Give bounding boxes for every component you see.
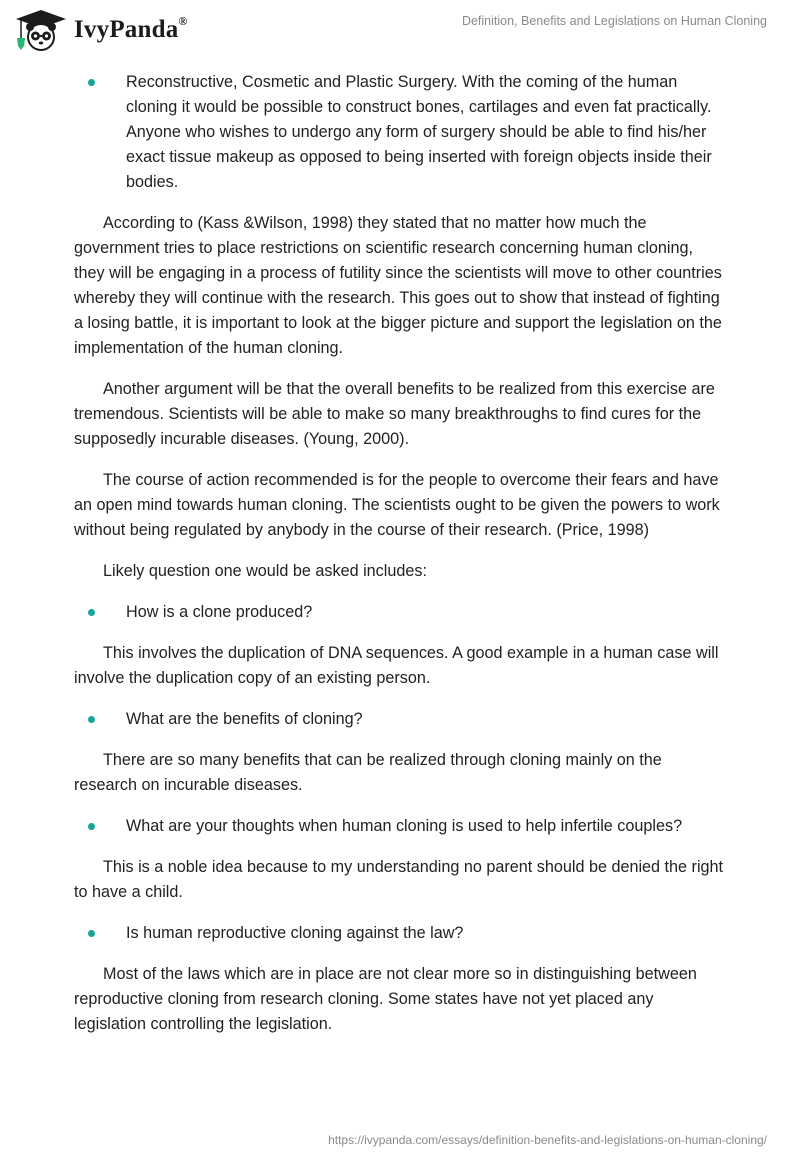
paragraph: The course of action recommended is for the people to overcome their fears and have an open mind towards human cloning. The scientists ought to be given the powers to work without being regulated by anybody in the course of their research. (Price, 1998): [74, 471, 720, 539]
panda-graduate-icon: [12, 8, 70, 52]
paragraph: According to (Kass &Wilson, 1998) they stated that no matter how much the government tries to place restrictions on scientific research concerning human cloning, they will be engaging in a process of futility since the scientists will move to other countries whereby they will continue with the research. This goes out to show that instead of fighting a losing battle, it is important to look at the bigger picture and support the legislation on the implementation of the human cloning.: [74, 214, 722, 357]
bullet-dot-icon: [88, 716, 95, 723]
page-header: [0, 0, 800, 64]
bullet-dot-icon: [88, 823, 95, 830]
document-title: Definition, Benefits and Legislations on Human Cloning: [461, 14, 767, 28]
bullet-text: Reconstructive, Cosmetic and Plastic Surgery. With the coming of the human cloning it would be possible to construct bones, cartilages and even fat practically. Anyone who wishes to undergo any form of surgery should be able to find his/her exact tissue makeup as opposed to being inserted with foreign objects inside their bodies.: [126, 73, 712, 191]
bullet-dot-icon: [88, 609, 95, 616]
question-text: How is a clone produced?: [126, 603, 313, 621]
question-text: What are the benefits of cloning?: [126, 710, 363, 728]
paragraph: Likely question one would be asked includes:: [103, 562, 427, 580]
source-url-link[interactable]: https://ivypanda.com/essays/definition-benefits-and-legislations-on-human-cloning/: [328, 1133, 767, 1147]
bullet-dot-icon: [88, 930, 95, 937]
question-bullet: [74, 600, 726, 625]
question-bullet: [74, 707, 726, 732]
question-bullet: [74, 921, 726, 946]
answer-paragraph: This is a noble idea because to my understanding no parent should be denied the right to have a child.: [74, 858, 724, 901]
question-text: Is human reproductive cloning against the law?: [126, 924, 464, 942]
paragraph: Another argument will be that the overall benefits to be realized from this exercise are tremendous. Scientists will be able to make so many breakthroughs to find cures for the supposedly incurable diseases. (Young, 2000).: [74, 380, 715, 448]
answer-paragraph: Most of the laws which are in place are not clear more so in distinguishing between reproductive cloning from research cloning. Some states have not yet placed any legislation controlling the legislation.: [74, 965, 697, 1033]
answer-paragraph: This involves the duplication of DNA sequences. A good example in a human case will involve the duplication copy of an existing person.: [74, 644, 719, 687]
answer-paragraph: There are so many benefits that can be realized through cloning mainly on the research on incurable diseases.: [74, 751, 662, 794]
question-text: What are your thoughts when human cloning is used to help infertile couples?: [126, 817, 683, 835]
bullet-dot-icon: [88, 79, 95, 86]
brand-name: IvyPanda®: [74, 14, 188, 43]
ivypanda-logo[interactable]: [12, 8, 188, 52]
bullet-item: [74, 70, 726, 195]
question-bullet: [74, 814, 726, 839]
essay-body: [74, 70, 726, 1053]
